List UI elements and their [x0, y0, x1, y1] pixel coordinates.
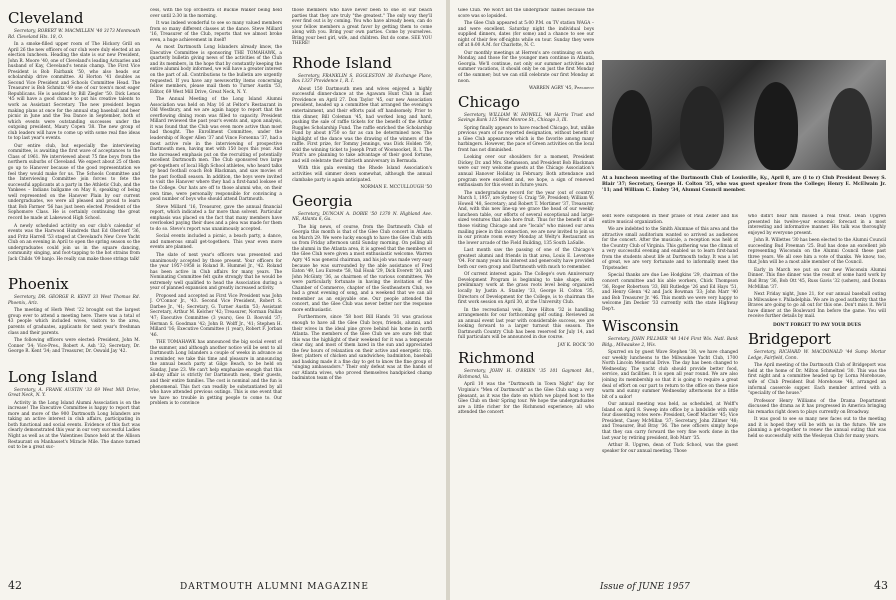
secretary-richmond: Secretary, JOHN H. O'BRIEN '35 101 Gaymont Rd., Richmond, Va.: [458, 369, 594, 380]
page-number: 42: [8, 579, 22, 592]
paragraph: Furthermore, since '58 host Bill Hands '31 was gracious enough to have all the Glee Club boys, friends, alumni, and their wives in the ideal pine grove behind his home in north Atlanta. The members of the Glee Club we are sure felt that this was the highlight of their weekend for it was a temperate clear day, and most of them lazed in the sun and appreciated the few hours of relaxation on their active and energetic trip. Beer, platters of chicken and sandwiches; badminton, baseball and basking made it a fine day to get to know the fine group of "singing ambassadors." Their only defeat was at the hands of our Atlanta wives, who proved themselves handpicked champ badminton team of the: [292, 315, 432, 382]
paragraph: Steve Millard '16, Treasurer, gave the annual financial report, which indicated a far more than solvent. Particular emphasis was placed on the fact that many members have overlooked paying their dues and a plea was made for them to do so. Steve's report was unanimously accepted.: [150, 204, 282, 232]
paragraph: Activity in the Long Island Alumni Association is on the increase! The Executive Committee is happy to report that more and more of the 900 Dartmouth Long Islanders are taking an active interest in club affairs, participating in both functional and social events. Evidence of this fact was clearly demonstrated this year in our very successful Ladies Night as well as at the Valentines Dance held at the Allison Restaurant on Manhasset's Miracle Mile. The dance turned out to be a great suc-: [8, 400, 140, 451]
paragraph: The slate of next year's officers was presented and unanimously accepted by those present. Your officers for the year 1957-1958 is Roland R. Hummel Jr., '42. Roland has been active in Club affairs for many years. The Nominating Committee felt quite strongly that he would be extremely well qualified to head the Association during a year of planned expansion and greatly increased activity.: [150, 252, 282, 292]
secretary-phoenix: Secretary, DR. GEORGE R. KENT 33 West Thomas Rd. Phoenix, Ariz.: [8, 295, 140, 306]
paragraph: Professor Henry Williams of the Drama Department discussed the drama as it has progressed in America bringing his remarks right down to plays currently on Broadway.: [748, 398, 886, 415]
signature: NORMAN E. MCCULLOUGH '50: [360, 185, 432, 191]
paragraph: It was good to see so many new faces out to the meeting and it is hoped they will be with us in the future. We are planning a get-together to renew the annual outing that was held so successfully with the Wesleyan Club for many years.: [748, 417, 886, 439]
secretary-cleveland: Secretary, ROBERT W. MACMILLEN '40 3173 Monmouth Rd. Cleveland Hts. 18, O.: [8, 29, 140, 40]
paragraph: The big news, of course, from the Dartmouth Club of Georgia this month is that of the Glee Club concert in Atlanta on March 29. We were lucky enough to have the Glee Club with us from Friday afternoon until Sunday morning. On polling all the alumni in the Atlanta area, it is agreed that the members of the Glee Club were given a most enthusiastic welcome. Warren Agry '45 was general chairman, and his job was made very easy because he was surrounded by the able assistance of Fred Eaton '49, Lou Eureste '58, Vail Hoak '29, Dick Everett '30, and John McGinty '36, as chairmen of the various committees. We were particularly fortunate in having the invitation of the Chamber of Commerce, chapter of the Southeastern Club, we had a great evening of song, and a weekend that we can all remember as an enjoyable one. Our people attended the concert, and the Glee Club was never better nor the response more enthusiastic.: [292, 224, 432, 313]
right-page: [450, 0, 896, 600]
signature: JAY K. BOCK '30: [557, 342, 594, 348]
paragraph: The following officers were elected: President, John M. Conner '34; Vice-Pres., Robert A. Ash '32; Secretary, Dr. George R. Kent '34; and Treasurer, Dr. Oswald Jay '42.: [8, 338, 140, 355]
paragraph: It was indeed wonderful to see so many valued members from so many different classes at the dance. Steve Millard '16, Treasurer of the Club, reports that we almost broke even, a huge achievement in itself!: [150, 21, 282, 43]
paragraph: Arthur R. Upgren, dean of Tuck School, was the guest speaker for our annual meeting. Those: [602, 443, 738, 454]
paragraph: Early in March we put on our new Wisconsin Alumni Dinner. This fine dinner was the result of some hard work by Bud Bray '36, Bob Ott '45, Russ Gavis '32 (ushers), and Donna McMillan '37.: [748, 267, 886, 290]
right-column-3: [748, 214, 886, 568]
paragraph: In the recreational vein, Dave Hilton '32 is handling arrangements for our forthcoming golf outing. Reviewed as an annual event last year with considerable success, we are looking forward to a larger turnout this season. The Dartmouth Country Club has been reserved for July 14, and full particulars will be announced in due course.: [458, 307, 594, 341]
paragraph: The undergraduate record for the year (out of country) March 1, 1957, are Sydney G. Craig '59, President; William W. Howell '48, Secretary; and Robert T. Mortimer '37, Treasurer. And, with this new line-up we grace the head of our weekly luncheon table, our efforts of several exceptional and large-sized ventures that also bore fruit. Thus for the benefit of all those visiting Chicago and are "locals" who missed our area mailing piece in this connection, we are now invited to join us in our private room every Monday at Welty's Restaurant on the lower arcade of the Field Building, 135 South LaSalle.: [458, 190, 594, 246]
paragraph: Last month saw the passing of one of the Chicago's greatest alumni and friends in that area, Louis E. Leverone '04. For many years his interest and generosity have provided both our own group and Dartmouth with much to remember.: [458, 248, 594, 270]
person-figure: [754, 82, 798, 170]
heading-phoenix: Phoenix: [8, 275, 69, 294]
paragraph: April 10 was the "Dartmouth in Town Night" day for Virginia's "Men of Dartmouth" as the Glee Club sang a very pleasant, as it was the date on which we played host to the Glee Club on their Spring tour. We hope the undergraduates are a little richer for the Richmond experience; all who attended the concert: [458, 382, 594, 416]
secretary-wisconsin: Secretary, JOHN PILLMER '48 1414 First Wis. Natl. Bank Bldg., Milwaukee 2, Wis.: [602, 337, 738, 348]
paragraph: Special thanks are due Lee Hodgkins '29, chairman of the concert committee and his able workers, Chick Thompson '36, Roger Robertson '33, Bill Rutledge '26 and Ed Hays '51, and Henry Glenn '42 and Jack Bowman '33; John Marr '40 and Bob Treasurer Jr. '46. This month we were very happy to welcome Jim Decker '33 currently with the state Highway Dep't.: [602, 273, 738, 312]
person-figure: [828, 88, 872, 170]
dues-notice: DON'T FORGET TO PAY YOUR DUES: [773, 322, 861, 328]
paragraph: A newly scheduled activity on our club's calendar of events was the Harwood Hundreds that Ed Oberdorf '36, and Fritz Harrell '53 staged at Cleveland's New Cove Yacht Club on an evening in April to open the spring season so the undergraduates could join us in the square dancing, community singing, and foot-tapping to the hot strains from Jack Childs '09 banjo. He really can make those strings talk!: [8, 223, 140, 262]
paragraph: Our monthly meetings at Herren's are continuing on each Monday, and those for the younger men continue in Atlanta, Georgia. We'll continue, not only our summer activities and summer vacations, it should only be on just the first Monday of the summer; but we can still celebrate our first Monday at noon.: [458, 50, 594, 84]
paragraph: The meeting of Herb West '22 brought out the largest group ever to attend a meeting here. There was a total of 43 people which included wives, visitors to the area, parents of graduates, applicants for next year's freshman class and their parents.: [8, 308, 140, 336]
left-column-1: [8, 8, 140, 568]
right-column-1: [458, 8, 594, 568]
paragraph: The April meeting of the Dartmouth Club of Bridgeport was held at the home of Dr. Milton Schmeltzel '30. This was the first night and a committee headed up by Lorna Morehouse, wife of Club President Bud Morehouse '48, arranged an informal casserole supper. Each member arrived with a "speciality of the house.": [748, 363, 886, 397]
heading-wisconsin: Wisconsin: [602, 317, 679, 336]
paragraph: Our annual meeting was held, as scheduled, at Wolff's Island on April 8. Sweep into office by a landslide with only four dissenting votes were: President, Geoff Mactier '45; Vice President, Casey McMillan '37; Secretary, John Zillmer '48; and Treasurer, Bud Bray '36. The new officers simply hope that they can carry forward the very fine work done in the last year by retiring president, Bob Marr '35.: [602, 402, 738, 441]
heading-georgia: Georgia: [292, 191, 353, 210]
page-number: 43: [874, 579, 888, 592]
heading-bridgeport: Bridgeport: [748, 330, 831, 349]
paragraph: John R. Willettes '30 has been elected to the Alumni Council succeeding Bud Freeman '25. Bud has done an excellent job representing Wisconsin on the Alumni Council these past three years. We all owe him a vote of thanks. We know, too, that John will be a most able member of the Council.: [748, 238, 886, 266]
secretary-chicago: Secretary, WILLIAM W. HOWELL '48 Harris Trust and Savings Bank 115 West Monroe St., Chicago 3, Ill.: [458, 112, 594, 124]
person-figure: [680, 86, 724, 170]
heading-chicago: Chicago: [458, 92, 520, 111]
left-page: [0, 0, 446, 600]
paragraph: The Glee Club appeared at 5:00 P.M. on TV station WAGA – and were excellent. Saturday night the individual boys supplied dinners, dates (for some) and a chance to see our night of their few off-nights while on tour. Sunday they were off at 8:00 A.M. for Charlotte, N. C.: [458, 21, 594, 49]
left-column-3: [292, 8, 432, 568]
paragraph: sent were outspoken in their praise of Paul Zeller and his entire musical organization.: [602, 214, 738, 225]
paragraph: Social events included a picnic, a beach party, a dance, and numerous small get-togethers. This year even more events are planned.: [150, 234, 282, 251]
paragraph: About 150 Dartmouth men and wives enjoyed a highly successful dinner-dance at the Agawam Hunt Club in East Providence on April 27. Don Taylor '45, our new Association president, headed up a committee that arranged the evening's entertainment, and their efforts paid off handsomely. Prior to this dinner, Bill Coleman '45, had worked long and hard, pushing the sale of raffle tickets for the benefit of the Arthur Ruggles Scholarship Fund. The raffle enriched the Scholarship Fund by about $750 so far as can be determined now. The highlight of the dance was the drawing of the winners of the raffle. First prize, for Tommy Jennings, was Dick Holden '59, sold the winning ticket to Joseph Pratt of Woonsocket, R. I. The Pratt's are planning to take advantage of their good fortune, and will celebrate their thirtieth anniversary in Bermuda.: [292, 86, 432, 164]
heading-rhode-island: Rhode Island: [292, 53, 392, 72]
secretary-long-island: Secretary, A. FRANK AUSTIN '33 69 West Mill Drive, Great Neck, N. Y.: [8, 387, 140, 399]
paragraph: Spurred on by guest Wave Stephen '38, we have changed our weekly luncheons to the Milwaukee Yacht Club, 1700 North Lincoln Memorial Drive. The day has been changed to Wednesday. The yacht club should provide better food, service, and facilities. It is open all year round. We are also joining its membership so that it is going to require a great deal of effort on our part to return to the office on these nice warm and sunny summer Wednesday afternoons for a little bit of a sailor!: [602, 350, 738, 400]
paragraph: Glee Club. We won't list the undergrads' names because the score was so lopsided.: [458, 8, 594, 19]
right-footer: [874, 581, 888, 592]
paragraph: With this gala evening the Rhode Island Association's activities will simmer down somewhat, although the annual clambake party is again anticipated.: [292, 166, 432, 183]
heading-cleveland: Cleveland: [8, 9, 84, 27]
luncheon-photo: [602, 60, 886, 170]
paragraph: Looking over our shoulders for a moment, President Dickey, Dr. and Mrs. Stefansson, and President Bob Blackman were our very welcome guests at the Chicago Association's annual Hanover Holiday in February. Both attendance and program were excellent and, we hope, a sign of renewed enthusiasm for this event in future years.: [458, 155, 594, 189]
paragraph: As most Dartmouth Long Islanders already know, the Executive Committee is sponsoring THE TOMAHAWK, a quarterly bulletin giving news of the activities of the Club and its members, in the hope that by constantly keeping the entire alumni body informed, we will have a greater interest on the part of all. Contributions to the bulletin are urgently requested. If you have any newsworthy items concerning fellow members, please mail them to Turner Austin '53, Editor, 69 West Mill Drive, Great Neck, N. Y.: [150, 45, 282, 95]
paragraph: cess, with the top orchestra of Buckie Walker being held over until 2:30 in the morning.: [150, 8, 282, 19]
person-figure: [612, 90, 652, 170]
left-footer: [8, 581, 22, 592]
magazine-title: DARTMOUTH ALUMNI MAGAZINE: [180, 582, 369, 592]
paragraph: THE TOMAHAWK has announced the big social event of the summer, and although another notice will be sent to all Dartmouth Long Islanders a couple of weeks in advance as a reminder, we take this time and pleasure in announcing the annual beach party at Gilgo Beach, to be held on Sunday, June 23. We can't help emphasize enough that this all-day affair is strictly for Dartmouth men, their guests, and their entire families. The cost is nominal and the fun is phenomenal. This fact can readily be substantiated by all who have attended previous outings. This is one event that we have no trouble in getting people to come to. Our problem is to convince: [150, 340, 282, 407]
secretary-bridgeport: Secretary, RICHARD W. MACDONALD '44 Sump Mortar Ledge, Fairfield, Conn.: [748, 350, 886, 361]
right-column-2: [602, 214, 738, 568]
paragraph: The Annual Meeting of the Long Island Alumni Association was held on May 16 at Feltor's Restaurant in Old Westbury, and we are again happy to report that the overflowing dining room was filled to capacity. President Millard reviewed the past year's events and, upon analysis, it was found that the Club was even more active than most had thought. The Enrollment Committee, under the leadership of Roger Allen '37 and Vince Forsenna '37, had a most active role in the interviewing of prospective Dartmouth men, having met with 150 boys this year. And the increased emphasis put on the recruiting of potentially excellent Dartmouth men. The Club sponsored two large get-togethers of local High School athletes, who heard talks by head football coach Bob Blackman, and saw movies of the past football season. In addition, the boys were invited to visit the Hanover where they had a first-hand looksee of the College. Our hats are off to those alumni who, on their own time, were personally responsible for convincing a good number of boys who should attend Dartmouth.: [150, 97, 282, 203]
paragraph: Spring finally appears to have reached Chicago, but, unlike previous years of no reported designation, without benefit of a Glee Club appearance which is the favorite among many harbingers. However, the pace of Green activities on the local front has not diminished.: [458, 125, 594, 153]
heading-long-island: Long Island: [8, 367, 98, 386]
secretary-rhode-island: Secretary, FRANKLIN S. EGGLESTON 38 Exchange Place, Box 1337 Providence 1, R. I.: [292, 73, 432, 85]
paragraph: Proposed and accepted as First Vice President was John J. O'Connor Jr., '43. Second Vice President, Robert S. Darbee Jr., '41; Secretary, G. Turner Austin '53; Assistant Secretary, Arthur M. Kelcher '42; Treasurer, Norman Paillas '47; Executive Committee (3 years), Geo D. Rosvold '37; Herman S. Goodman '42; John B. Wolff Jr., '41; Stephen H. Millard '16; Executive Committee (1 year), Robert F. Jorban '46.: [150, 293, 282, 338]
paragraph: Our entire club, but especially the interviewing committee, is awaiting the first wave of acceptances to the Class of 1961. We interviewed about 75 fine boys from the northern suburbs of Cleveland. We expect about 25 of them go up to Hanover because of the good representation we feel they would make for us. The Schools Committee and the Interviewing Committee join forces to fete the successful applicants at a party in the Athletic Club, and the Yankees – Indians ballgame on May 8, speaking of being well represented on the Hanover Plain by our current undergraduates, we were all pleased and proud to learn that Bob Farmer '56 has just been elected President of the Sophomore Class. He is certainly continuing the great record he made at Lakewood High School.: [8, 143, 140, 221]
paragraph: Of current interest again: The College's own Anniversary Development Program is beginning to take shape, with preliminary work at the grass roots level being organized locally by Justin A. Stanley '33, George H. Colton '35, Directors of Development for the College, is to chairman the first work session on April 30, at the University Club.: [458, 272, 594, 306]
paragraph: We are indebted to the Smith Alumnae of this area and the attractive small auditorium wanted so arrived as audiences for the concert. After the musicale, a reception was held at the Country Club of Virginia. This gathering was the climax of a very successful evening and enabled us to learn first-hand from the students about life at Dartmouth today. It was a lot of great, we are very fortunate and to informally meet the Tripsteader.: [602, 227, 738, 271]
signature: WARREN AGRY '45, President: [528, 86, 594, 92]
heading-richmond: Richmond: [458, 349, 535, 368]
paragraph: who didn't hear him missed a real treat. Dean Upgren presented his twelve-year economic forecast in a most interesting and informative manner. His talk was thoroughly enjoyed by everyone present.: [748, 214, 886, 236]
left-column-2: [150, 8, 282, 568]
secretary-georgia: Secretary, DUNCAN A. DOBIE '50 1370 N. Highland Ave. NE, Atlanta 6, Ga.: [292, 211, 432, 223]
paragraph: Next Friday night, June 21, for our annual baseball outing in Milwaukee v. Philadelphia. We are in good authority that the Braves are going to go all out for this one. Don't miss it. We'll have dinner at the Boulevard Inn before the game. You will receive further details by mail.: [748, 292, 886, 320]
issue-date: Issue of JUNE 1957: [600, 582, 690, 592]
paragraph: In a smoke-filled upper room of The Hickory Grill on April 26 the new officers of our club were duly elected at an election luncheon. Heading the slate is our new President, John R. Moore '40, one of Cleveland's leading Actuaries and husband of Kay, Cleveland's tennis champ. The First Vice President is Bob Fairbank '50, who also heads our scholarship drive committee. Al Horton '41 doubles as Second Vice President and Schools Committee Head. The Treasurer is Bob Schmitz '49 one of our town's most eager Republicans. He is assisted by Bill Ziegler '50. Dick Lenox '45 will have a good chance to put his creative talents to work as Assistant Secretary. The new president began making plans at once for the annual stag baseball and beer picnic in June and the Tea Dance in September, both of which events were outstanding successes under the outgoing president, Maury Copen '38. The new group of club leaders will have to come up with some real fine ideas to top last year's events.: [8, 42, 140, 142]
paragraph: those members who have never been to one of our beach parties that they are truly "the greatest." The only way they'll ever find out is by coming. You who have already been, can do your fellow members a great favor by getting them to come along with you. Bring your own parties. Come by yourselves. Bring your best girl, wife, and children. But do come. SEE YOU THERE!: [292, 8, 432, 47]
photo-caption: At a luncheon meeting of the Dartmouth Club of Louisville, Ky., April 8, are (l to r) Club President Dewey S. Blair '37; Secretary, George H. Colton '35, who was guest speaker from the College; Henry E. McElwain Jr. '11; and William C. Embry '34, Alumni Council member.: [602, 176, 886, 193]
